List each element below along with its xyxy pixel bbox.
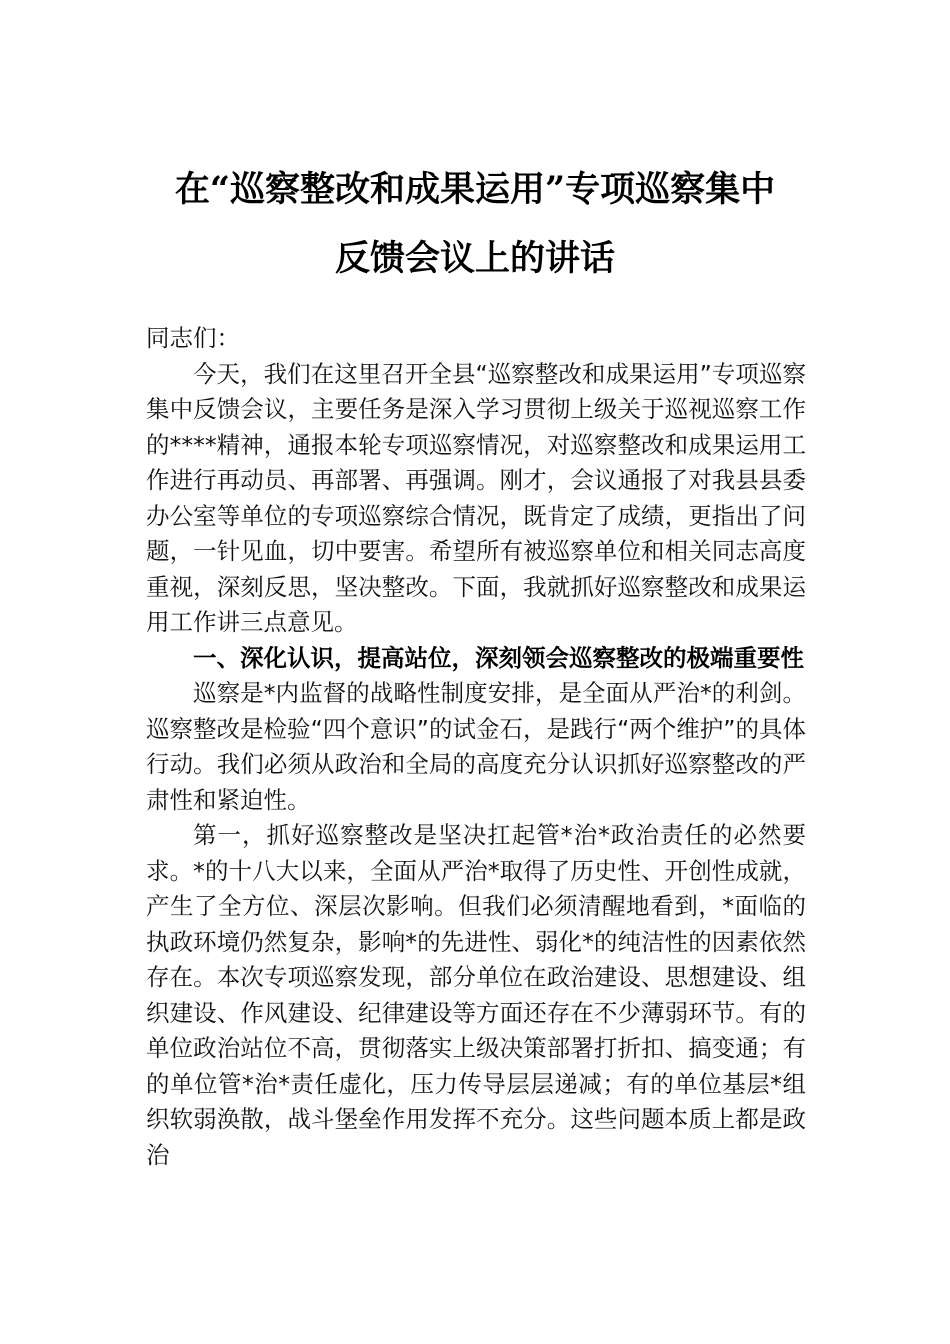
document-body <box>146 321 806 1173</box>
document-title-line-1: 在“巡察整改和成果运用”专项巡察集中 <box>174 169 776 210</box>
salutation: 同志们： <box>146 324 240 352</box>
body-paragraph: 第一，抓好巡察整改是坚决扛起管*治*政治责任的必然要求。*的十八大以来，全面从严治*取得了历史性、开创性成就，产生了全方位、深层次影响。但我们必须清醒地看到，*面临的执政环境仍然复杂，影响*的先进性、弱化*的纯洁性的因素依然存在。本次专项巡察发现，部分单位在政治建设、思想建设、组织建设、作风建设、纪律建设等方面还存在不少薄弱环节。有的单位政治站位不高，贯彻落实上级决策部署打折扣、搞变通；有的单位管*治*责任虚化，压力传导层层递减；有的单位基层*组织软弱涣散，战斗堡垒作用发挥不充分。这些问题本质上都是政治 <box>146 821 806 1169</box>
body-paragraph: 巡察是*内监督的战略性制度安排，是全面从严治*的利剑。巡察整改是检验“四个意识”的试金石，是践行“两个维护”的具体行动。我们必须从政治和全局的高度充分认识抓好巡察整改的严肃性和紧迫性。 <box>146 679 806 814</box>
document-title-line-2: 反馈会议上的讲话 <box>334 238 615 279</box>
section-heading-1: 一、深化认识，提高站位，深刻领会巡察整改的极端重要性 <box>193 643 804 672</box>
intro-paragraph: 今天，我们在这里召开全县“巡察整改和成果运用”专项巡察集中反馈会议，主要任务是深入学习贯彻上级关于巡视巡察工作的****精神，通报本轮专项巡察情况，对巡察整改和成果运用工作进行再动员、再部署、再强调。刚才，会议通报了对我县县委办公室等单位的专项巡察综合情况，既肯定了成绩，更指出了问题，一针见血，切中要害。希望所有被巡察单位和相关同志高度重视，深刻反思，坚决整改。下面，我就抓好巡察整改和成果运用工作讲三点意见。 <box>146 359 806 636</box>
